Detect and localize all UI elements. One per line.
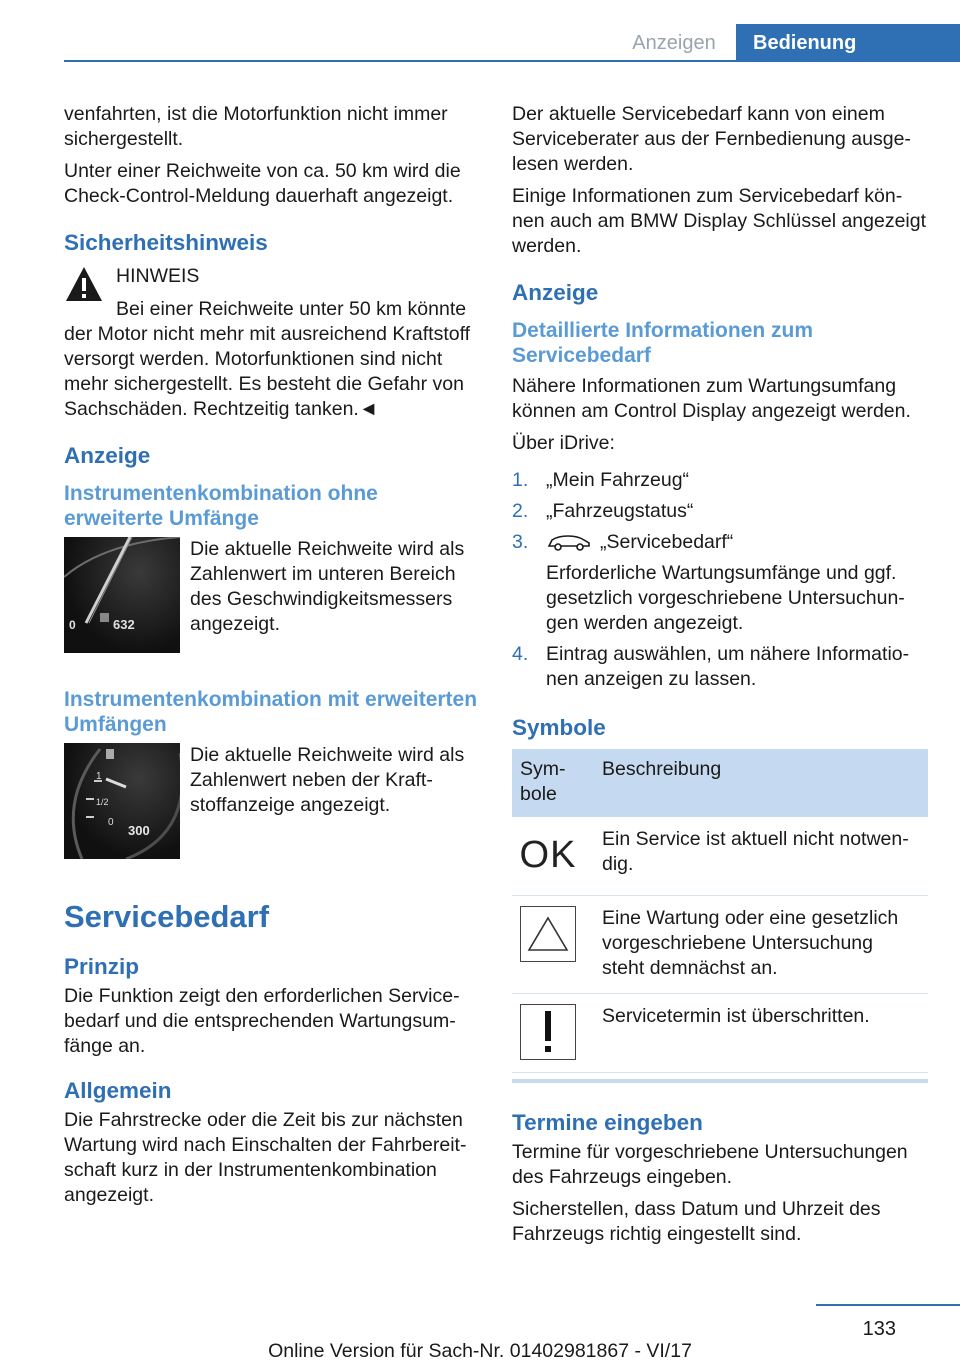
paragraph: Termine für vorgeschriebene Untersuchungen des Fahrzeugs eingeben.	[512, 1141, 908, 1188]
heading-allgemein: Allgemein	[64, 1078, 172, 1103]
left-column	[64, 102, 480, 1215]
table-header-beschreibung: Beschreibung	[594, 749, 928, 817]
step-number: 2.	[512, 500, 529, 522]
fuel-gauge-graphic	[64, 743, 180, 859]
warning-triangle-icon	[64, 264, 104, 304]
step-text: „Servicebedarf“	[600, 531, 734, 553]
page-number: 133	[862, 1318, 896, 1340]
paragraph: Die Fahrstrecke oder die Zeit bis zur nächsten Wartung wird nach Einschalten der Fahrbereitschaft kurz in der Instrumentenkombination angezeigt.	[64, 1109, 467, 1206]
table-cell-description: Servicetermin ist überschritten.	[594, 994, 928, 1073]
step-number: 1.	[512, 469, 529, 491]
list-item[interactable]	[512, 468, 928, 493]
step-text: Eintrag auswählen, um nähere Informationen anzeigen zu lassen.	[546, 643, 910, 690]
idrive-steps	[512, 468, 928, 692]
heading-sicherheitshinweis: Sicherheitshinweis	[64, 230, 268, 255]
online-version-note: Online Version für Sach-Nr. 01402981867 - VI/17	[268, 1340, 692, 1362]
ok-text: OK	[519, 833, 577, 876]
list-item[interactable]	[512, 642, 928, 692]
table-row	[512, 817, 928, 896]
fuel-full-mark: 1	[96, 771, 102, 782]
table-bottom-rule	[512, 1079, 928, 1083]
heading-detaillierte-informationen: Detaillierte Informationen zum Servicebedarf	[512, 319, 814, 367]
paragraph: Einige Informationen zum Servicebedarf können auch am BMW Display Schlüssel angezeigt werden.	[512, 185, 927, 257]
figure-caption: Die aktuelle Reichweite wird als Zahlenwert im unteren Bereich des Geschwindigkeitsmessers angezeigt.	[190, 538, 465, 635]
table-cell-description: Eine Wartung oder eine gesetzlich vorgeschriebene Untersuchung steht demnächst an.	[594, 896, 928, 994]
step-text: „Fahrzeugstatus“	[546, 500, 694, 522]
table-header-row	[512, 749, 928, 817]
paragraph: Über iDrive:	[512, 432, 615, 454]
heading-anzeige: Anzeige	[512, 280, 599, 305]
heading-anzeige: Anzeige	[64, 443, 151, 468]
table-cell-symbol	[512, 896, 594, 994]
paragraph: venfahrten, ist die Motorfunktion nicht immer sichergestellt.	[64, 103, 448, 150]
fuel-gauge-image	[64, 743, 180, 859]
heading-servicebedarf: Servicebedarf	[64, 899, 270, 934]
step-number: 4.	[512, 643, 529, 665]
header-tab-bedienung[interactable]: Bedienung	[736, 24, 960, 62]
range-readout: 300	[128, 823, 150, 838]
speedometer-graphic	[64, 537, 180, 653]
step-subtext: Erforderliche Wartungsumfänge und ggf. gesetzlich vorgeschriebene Untersuchungen werden angezeigt.	[546, 562, 905, 634]
heading-prinzip: Prinzip	[64, 954, 140, 979]
fuel-half-mark: 1/2	[96, 797, 109, 807]
ok-icon	[520, 827, 576, 883]
figure-caption: Die aktuelle Reichweite wird als Zahlenwert neben der Kraftstoffanzeige angezeigt.	[190, 744, 465, 816]
figure-block-ohne	[64, 537, 480, 653]
car-service-icon	[546, 533, 592, 551]
fuel-empty-mark: 0	[108, 817, 114, 828]
speedometer-zero: 0	[69, 618, 76, 632]
table-row	[512, 896, 928, 994]
table-cell-description: Ein Service ist aktuell nicht notwendig.	[594, 817, 928, 896]
speedometer-image	[64, 537, 180, 653]
paragraph: Sicherstellen, dass Datum und Uhrzeit des Fahrzeugs richtig eingestellt sind.	[512, 1198, 881, 1245]
paragraph: Der aktuelle Servicebedarf kann von einem Serviceberater aus der Fernbedienung ausgelesen werden.	[512, 103, 911, 175]
heading-mit-erweiterten: Instrumentenkombination mit erweiterten Umfängen	[64, 688, 478, 736]
paragraph: Unter einer Reichweite von ca. 50 km wird die Check-Control-Meldung dauerhaft angezeigt.	[64, 160, 461, 207]
table-cell-symbol	[512, 817, 594, 896]
warning-text: Bei einer Reichweite unter 50 km könnte der Motor nicht mehr mit ausreichend Kraftstoff versorgt werden. Motorfunktionen sind nicht mehr sichergestellt. Es besteht die Gefahr von Sachschäden. Rechtzeitig tanken.◄	[64, 298, 471, 420]
figure-block-mit	[64, 743, 480, 859]
header-tab-anzeigen[interactable]: Anzeigen	[632, 32, 716, 54]
warning-note	[64, 264, 480, 422]
warning-triangle-icon	[520, 906, 576, 962]
symbol-table	[512, 749, 928, 1073]
paragraph: Die Funktion zeigt den erforderlichen Servicebedarf und die entsprechenden Wartungsumfänge an.	[64, 985, 460, 1057]
footer-rule	[816, 1304, 960, 1306]
heading-ohne-erweiterte: Instrumentenkombination ohne erweiterte Umfänge	[64, 482, 378, 530]
exclamation-icon	[520, 1004, 576, 1060]
table-row	[512, 994, 928, 1073]
list-item[interactable]	[512, 530, 928, 636]
step-text: „Mein Fahrzeug“	[546, 469, 690, 491]
step-number: 3.	[512, 531, 529, 553]
warning-label: HINWEIS	[116, 265, 200, 287]
table-cell-symbol	[512, 994, 594, 1073]
range-readout: 632	[113, 617, 135, 632]
table-header-symbole: Symbole	[512, 749, 594, 817]
right-column	[512, 102, 928, 1254]
paragraph: Nähere Informationen zum Wartungsumfang können am Control Display angezeigt werden.	[512, 375, 911, 422]
heading-symbole: Symbole	[512, 715, 606, 740]
heading-termine-eingeben: Termine eingeben	[512, 1110, 703, 1135]
list-item[interactable]	[512, 499, 928, 524]
